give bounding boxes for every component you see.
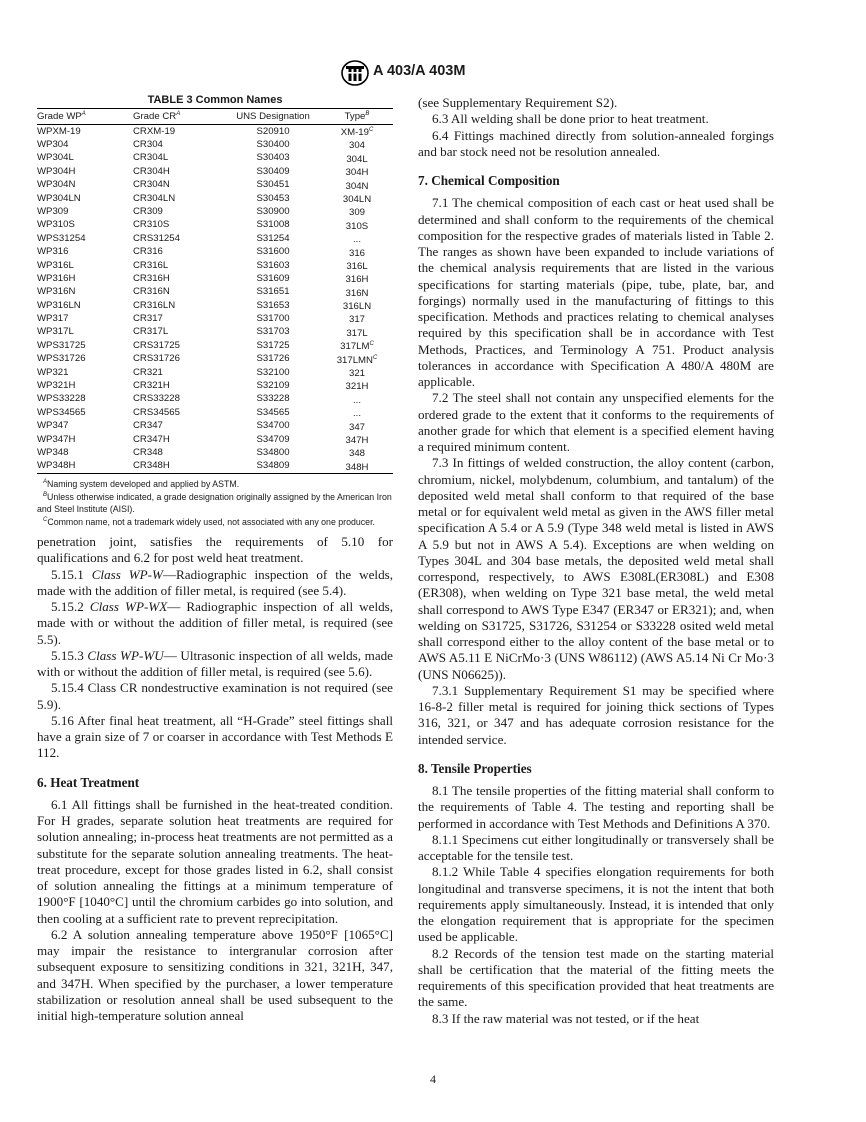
page-number: 4 (430, 1072, 436, 1086)
table-row (37, 286, 393, 299)
cell-uns: S31603 (256, 259, 290, 271)
table-3 (37, 93, 393, 529)
paragraph-8-1-1: 8.1.1 Specimens cut either longitudinally or transversely shall be acceptable for the tensile test. (418, 831, 774, 863)
astm-logo-icon (340, 60, 370, 86)
cell-grade-wp: WP316LN (37, 299, 81, 311)
cell-uns: S31725 (256, 339, 290, 351)
cell-grade-cr: CR304L (133, 152, 169, 164)
table-row (37, 312, 393, 325)
cell-grade-cr: CR321H (133, 380, 170, 392)
paragraph-7-3: 7.3 In fittings of welded construction, the alloy content (carbon, chromium, nickel, molybdenum, columbium, and tantalum) of the deposited weld metal shall conform to that required of the base metal or for equivalent weld metal as given in the AWS filler metal specification A 5.4 or A 5.9 (Type 348 weld metal is listed in AWS A 5.9 but not in AWS A 5.4). Exceptions are when welding on Types 304L and 304 base metals, the deposited weld metal shall correspond, respectively, to AWS E308L(ER308L) and E308 (ER308), when welding on Type 321 base metal, the weld metal shall correspond to AWS Type E347 (ER347 or ER321); and, when welding on S31725, S31726, S31254 or S33228 osited weld metal shall correspond either to the alloy content of the base metal or to AWS A5.11 E NiCrMo·3 (UNS W86112) (AWS A5.14 Ni Cr Mo·3 (UNS N06625)). (418, 455, 774, 682)
left-column (37, 534, 393, 1024)
cell-grade-cr: CR347 (133, 420, 163, 432)
cell-uns: S34565 (256, 406, 290, 418)
cell-type: 304N (345, 180, 369, 192)
cell-grade-wp: WP304 (37, 138, 69, 150)
cell-grade-wp: WP348H (37, 460, 76, 472)
table-row (37, 393, 393, 406)
cell-grade-wp: WPS34565 (37, 406, 86, 418)
cell-uns: S30409 (256, 165, 290, 177)
table-footnotes (37, 477, 393, 528)
cell-type: 317 (348, 314, 365, 326)
paragraph-8-1-2: 8.1.2 While Table 4 specifies elongation requirements for both longitudinal and transverse specimens, it is not the intent that both requirements apply simultaneously. Instead, it is intended that only the elongation requirement that is appropriate for the specimen used be applicable. (418, 864, 774, 945)
cell-type: $317LMN^C$ (336, 354, 378, 366)
paragraph: penetration joint, satisfies the requirements of 5.10 for qualifications and 6.2 for post weld heat treatment. (37, 534, 393, 566)
paragraph-5-15-4: 5.15.4 Class CR nondestructive examination is not required (see 5.9). (37, 680, 393, 712)
paragraph-5-15-1: 5.15.1 Class WP-W—Radiographic inspection of the welds, made with the addition of filler metal, is required (see 5.4). (37, 566, 393, 598)
cell-grade-wp: WP316H (37, 272, 76, 284)
paragraph-7-2: 7.2 The steel shall not contain any unspecified elements for the ordered grade to the extent that it conforms to the requirements of another grade for which that element is a specified element having a required minimum content. (418, 390, 774, 454)
cell-grade-cr: CRXM-19 (133, 125, 176, 137)
table-row (37, 246, 393, 259)
cell-grade-wp: WP304LN (37, 192, 81, 204)
col-header-grade-cr: Grade $CR^A$ (133, 110, 181, 123)
cell-type: 304H (345, 167, 369, 179)
cell-type: 304 (348, 140, 365, 152)
table-row (37, 219, 393, 232)
cell-type: 321H (345, 381, 369, 393)
cell-grade-wp: WP348 (37, 446, 69, 458)
cell-grade-wp: WP310S (37, 219, 75, 231)
cell-uns: S31008 (256, 219, 290, 231)
cell-type: ... (353, 395, 361, 406)
footnote-a: $^A$Naming system developed and applied by ASTM. (43, 479, 240, 490)
cell-uns: S30453 (256, 192, 290, 204)
cell-type: 317L (346, 328, 368, 340)
table-row (37, 379, 393, 392)
cell-grade-wp: WPS31725 (37, 339, 86, 351)
cell-grade-cr: CR304H (133, 165, 170, 177)
cell-type: 310S (345, 220, 369, 232)
cell-uns: S34709 (256, 433, 290, 445)
cell-grade-cr: CR321 (133, 366, 163, 378)
table-row (37, 446, 393, 459)
cell-uns: S31700 (256, 313, 290, 325)
cell-type: 348 (348, 448, 365, 460)
table-row (37, 433, 393, 446)
cell-grade-cr: CR310S (133, 219, 170, 231)
cell-uns: S31609 (256, 272, 290, 284)
cell-type: 321 (348, 368, 365, 380)
cell-uns: S31651 (256, 286, 290, 298)
cell-type: 316LN (342, 301, 372, 313)
table-row (37, 339, 393, 352)
cell-grade-wp: WP309 (37, 205, 69, 217)
paragraph-7-1: 7.1 The chemical composition of each cast or heat used shall be determined and shall conform to the requirements of the chemical composition for the respective grades of materials listed in Table 2. The ranges as shown have been expanded to include variations of the chemical analysis requirements that are listed in the various specifications for starting materials (pipe, tube, plate, bar, and forgings) normally used in the manufacturing of fittings to this specification. Methods and practices relating to chemical analyses required by this specification shall be in accordance with Test Methods, Practices, and Terminology A 751. Product analysis tolerances in accordance with Specification A 480/A 480M are applicable. (418, 195, 774, 389)
cell-grade-wp: WPS33228 (37, 393, 86, 405)
cell-grade-cr: CR316N (133, 286, 170, 298)
cell-grade-wp: WP304N (37, 179, 76, 191)
section-heading-6: 6. Heat Treatment (37, 774, 140, 790)
cell-uns: S30451 (256, 179, 290, 191)
cell-uns: S20910 (256, 125, 290, 137)
col-header-type: Type$^B$ (344, 110, 370, 123)
cell-type: 347H (345, 435, 369, 447)
section-heading-7: 7. Chemical Composition (418, 173, 560, 188)
cell-type: $XM-19^C$ (340, 127, 374, 139)
table-row (37, 232, 393, 245)
table-row (37, 326, 393, 339)
cell-grade-cr: CR316LN (133, 299, 176, 311)
cell-type: ... (353, 234, 361, 246)
cell-type: ... (353, 408, 361, 420)
col-header-uns: UNS Designation (236, 111, 310, 122)
table-row (37, 192, 393, 205)
cell-grade-cr: CRS34565 (133, 406, 180, 418)
cell-grade-wp: WP304H (37, 165, 76, 177)
cell-grade-wp: WP304L (37, 152, 74, 164)
paragraph-6-2: 6.2 A solution annealing temperature above 1950°F [1065°C] may impair the resistance to intergranular corrosion after subsequent exposure to sensitizing conditions in 321, 321H, 347, and 347H. When specified by the purchaser, a lower temperature stabilization or resolution anneal shall be used subsequent to the initial high-temperature solution anneal (37, 926, 393, 1023)
cell-type: 316N (345, 287, 369, 299)
table-row (37, 165, 393, 178)
cell-uns: S31726 (256, 353, 290, 365)
section-heading-8: 8. Tensile Properties (418, 760, 532, 776)
table-row (37, 152, 393, 165)
paragraph-7-3-1: 7.3.1 Supplementary Requirement S1 may be specified where 16-8-2 filler metal is required for joining thick sections of Types 316, 321, or 347 and has adequate corrosion resistance for the intended service. (418, 682, 774, 747)
cell-grade-cr: CR316 (133, 246, 163, 258)
right-column (418, 95, 774, 1027)
table-row (37, 406, 393, 419)
cell-type: 316 (348, 247, 365, 259)
table-row (37, 125, 393, 139)
paragraph-6-1: 6.1 All fittings shall be furnished in the heat-treated condition. For H grades, separate solution heat treatments are required for solution annealing; in-process heat treatments are not permitted as a substitute for the separate solution annealing treatments. The heat-treat procedure, except for those grades listed in 6.2, shall consist of solution annealing the fittings at a minimum temperature of 1900°F [1040°C] until the chromium carbides go into solution, and then cooling at a sufficient rate to prevent reprecipitation. (37, 796, 393, 926)
paragraph-5-15-2: 5.15.2 Class WP-WX— Radiographic inspection of all welds, made with or without the addition of filler metal, is required (see 5.5). (37, 599, 393, 647)
cell-grade-cr: CR304 (133, 138, 163, 150)
cell-grade-cr: CR348H (133, 460, 170, 472)
cell-uns: S31653 (256, 299, 290, 311)
common-names-table (37, 108, 393, 474)
cell-uns: S30400 (256, 138, 290, 150)
paragraph: (see Supplementary Requirement S2). (418, 95, 618, 110)
table-row (37, 353, 393, 366)
cell-grade-cr: CR304N (133, 179, 170, 191)
cell-grade-wp: WP317 (37, 313, 69, 325)
cell-type: $317LM^C$ (340, 341, 374, 353)
paragraph-8-3: 8.3 If the raw material was not tested, or if the heat (432, 1010, 700, 1026)
paragraph-6-3: 6.3 All welding shall be done prior to heat treatment. (432, 111, 709, 127)
cell-type: 304L (346, 153, 368, 165)
cell-uns: S30403 (256, 152, 290, 164)
table-row (37, 259, 393, 272)
col-header-grade-wp: Grade $WP^A$ (37, 110, 86, 123)
cell-grade-cr: CRS31726 (133, 353, 180, 365)
cell-grade-wp: WPS31254 (37, 232, 86, 244)
cell-grade-wp: WP347 (37, 420, 69, 432)
cell-type: 309 (348, 207, 365, 219)
footnote-b: $^B$Unless otherwise indicated, a grade designation originally assigned by the American Iron and Steel Institute (AISI). (37, 492, 392, 514)
cell-uns: S31600 (256, 246, 290, 258)
cell-uns: S30900 (256, 205, 290, 217)
footnote-c: $^C$Common name, not a trademark widely used, not associated with any one producer. (43, 517, 375, 528)
cell-grade-wp: WP321 (37, 366, 69, 378)
cell-grade-wp: WP316L (37, 259, 74, 271)
cell-type: 316H (345, 274, 369, 286)
document-id: A 403/A 403M (373, 63, 466, 79)
cell-grade-wp: WPXM-19 (37, 125, 81, 137)
cell-grade-wp: WPS31726 (37, 353, 86, 365)
paragraph-8-2: 8.2 Records of the tension test made on the starting material shall be certification that the material of the fitting meets the requirements of this specification provided that heat treatments are the same. (418, 945, 774, 1010)
cell-uns: S33228 (256, 393, 290, 405)
cell-type: 347 (348, 421, 365, 433)
cell-grade-cr: CR304LN (133, 192, 176, 204)
cell-uns: S34700 (256, 420, 290, 432)
cell-uns: S34800 (256, 446, 290, 458)
paragraph-8-1: 8.1 The tensile properties of the fitting material shall conform to the requirements of Table 4. The testing and reporting shall be performed in accordance with Test Methods and Definitions A 370. (418, 783, 774, 831)
cell-grade-wp: WP317L (37, 326, 74, 338)
cell-grade-wp: WP316 (37, 246, 69, 258)
table-row (37, 205, 393, 218)
cell-grade-cr: CRS31725 (133, 339, 180, 351)
table-row (37, 366, 393, 379)
cell-uns: S32100 (256, 366, 290, 378)
cell-grade-cr: CR316H (133, 272, 170, 284)
cell-grade-cr: CR348 (133, 446, 163, 458)
cell-grade-cr: CR317L (133, 326, 169, 338)
table-row (37, 179, 393, 192)
cell-uns: S31254 (256, 232, 290, 244)
cell-grade-wp: WP347H (37, 433, 76, 445)
table-row (37, 299, 393, 312)
cell-grade-wp: WP316N (37, 286, 76, 298)
cell-type: 348H (345, 461, 369, 473)
cell-grade-cr: CR309 (133, 205, 163, 217)
cell-grade-cr: CR316L (133, 259, 169, 271)
cell-uns: S31703 (256, 326, 290, 338)
cell-grade-cr: CRS33228 (133, 393, 180, 405)
paragraph-5-16: 5.16 After final heat treatment, all “H-Grade” steel fittings shall have a grain size of 7 or coarser in accordance with Test Methods E 112. (37, 712, 393, 761)
paragraph-5-15-3: 5.15.3 Class WP-WU— Ultrasonic inspection of all welds, made with or without the addition of filler metal, is required (see 5.6). (37, 647, 393, 679)
page-header (0, 60, 866, 88)
table-header-row (37, 109, 393, 125)
cell-type: 316L (346, 261, 368, 273)
cell-type: 304LN (342, 194, 372, 206)
cell-uns: S32109 (256, 380, 290, 392)
paragraph-6-4: 6.4 Fittings machined directly from solution-annealed forgings and bar stock need not be resolution annealed. (418, 127, 774, 159)
cell-grade-cr: CRS31254 (133, 232, 180, 244)
cell-grade-wp: WP321H (37, 380, 76, 392)
table-row (37, 138, 393, 151)
cell-uns: S34809 (256, 460, 290, 472)
cell-grade-cr: CR347H (133, 433, 170, 445)
table-title: TABLE 3 Common Names (147, 94, 283, 106)
cell-grade-cr: CR317 (133, 313, 163, 325)
table-row (37, 272, 393, 285)
table-row (37, 460, 393, 474)
table-row (37, 420, 393, 433)
